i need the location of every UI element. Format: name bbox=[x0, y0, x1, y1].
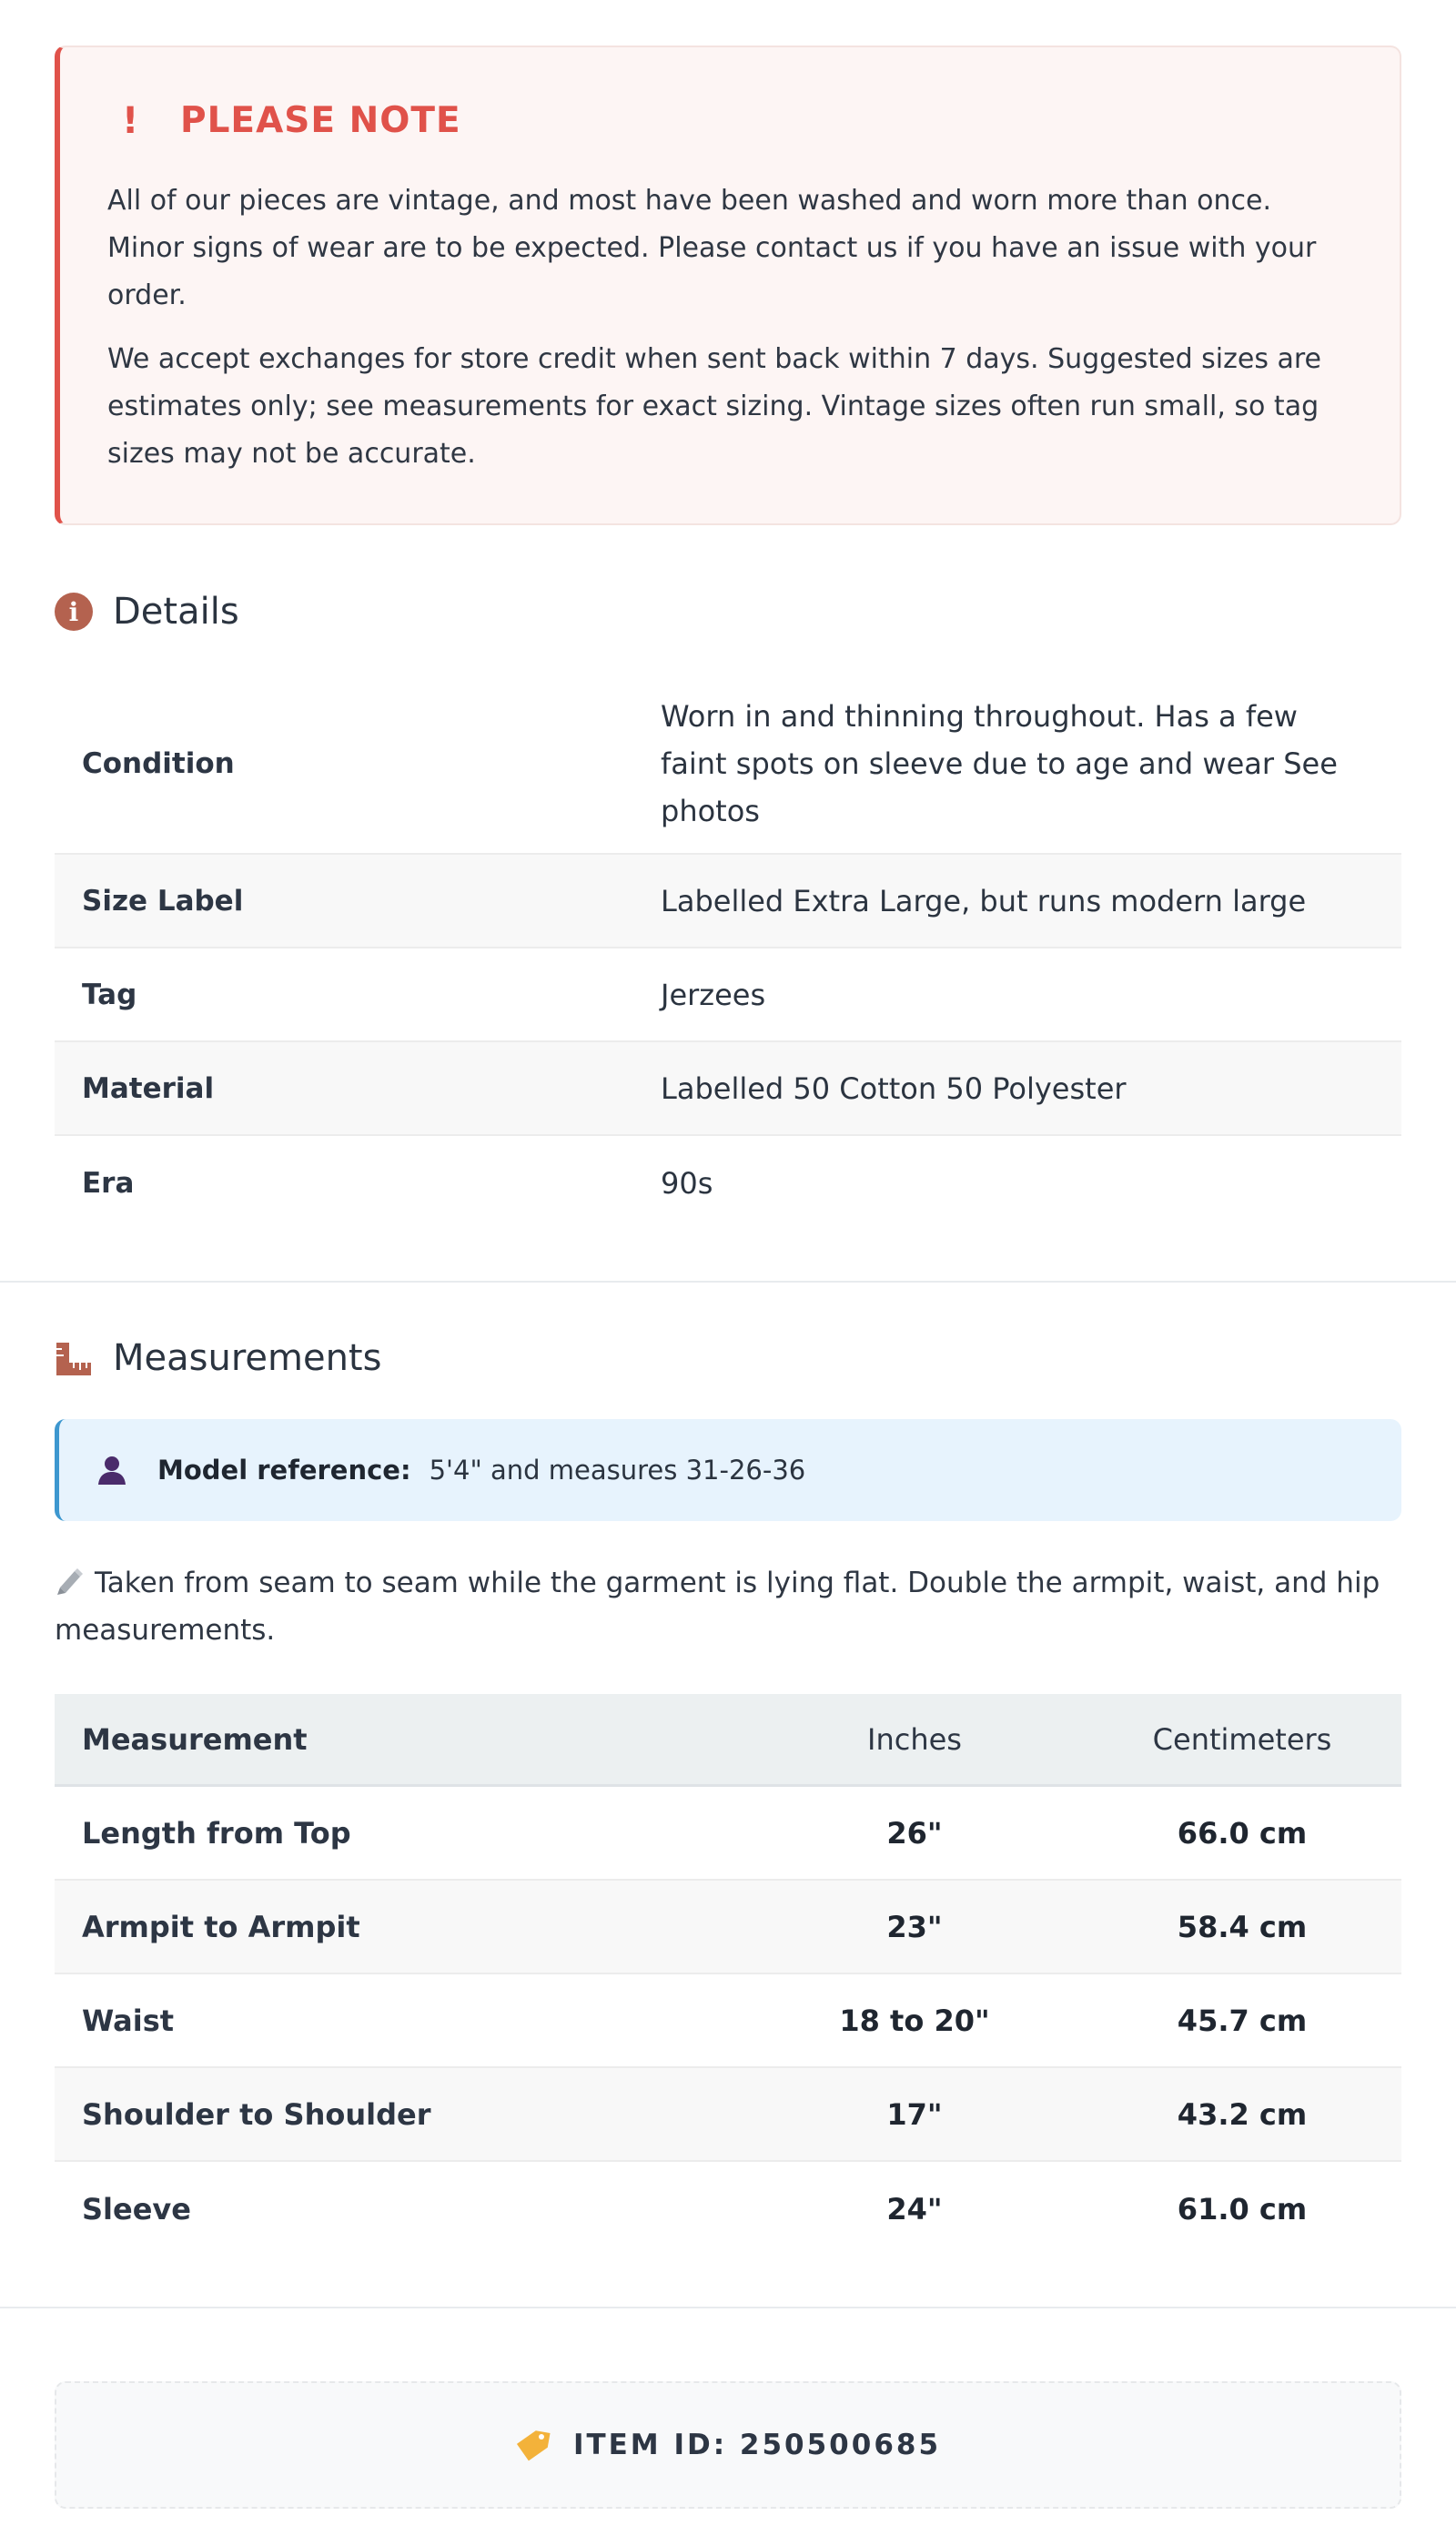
measurement-name: Sleeve bbox=[82, 2191, 191, 2227]
column-header-measurement: Measurement bbox=[82, 1721, 308, 1757]
item-id-label: ITEM ID: 250500685 bbox=[572, 2429, 942, 2461]
measurement-cm: 61.0 cm bbox=[1177, 2191, 1308, 2227]
measurement-name: Shoulder to Shoulder bbox=[82, 2096, 431, 2132]
details-row-condition bbox=[55, 675, 1401, 855]
notice-title: PLEASE NOTE bbox=[180, 100, 461, 141]
details-row-size-label bbox=[55, 855, 1401, 948]
measurement-cm: 66.0 cm bbox=[1177, 1815, 1308, 1851]
measurement-cm: 43.2 cm bbox=[1177, 2096, 1308, 2132]
details-title: Details bbox=[113, 591, 239, 633]
measurement-inches: 26" bbox=[886, 1815, 943, 1851]
notice-paragraph-1: All of our pieces are vintage, and most have been washed and worn more than once. Minor signs of wear are to be expected. Please contact us if you have an issue with your order. bbox=[107, 185, 1317, 311]
details-label: Tag bbox=[82, 978, 137, 1011]
details-value: Worn in and thinning throughout. Has a few faint spots on sleeve due to age and wear See photos bbox=[661, 699, 1338, 828]
measurement-note bbox=[55, 1559, 1401, 1654]
measurement-name: Armpit to Armpit bbox=[82, 1909, 360, 1944]
please-note-box bbox=[55, 46, 1401, 525]
section-divider bbox=[0, 2307, 1456, 2308]
measurements-table-header bbox=[55, 1694, 1401, 1787]
measurement-note-text: Taken from seam to seam while the garment is lying flat. Double the armpit, waist, and hip measurements. bbox=[55, 1567, 1380, 1647]
item-id-box bbox=[55, 2381, 1401, 2509]
measurement-cm: 58.4 cm bbox=[1177, 1909, 1308, 1944]
measurement-inches: 23" bbox=[886, 1909, 943, 1944]
column-header-centimeters: Centimeters bbox=[1152, 1721, 1332, 1757]
measurement-cm: 45.7 cm bbox=[1177, 2003, 1308, 2038]
measurement-name: Waist bbox=[82, 2003, 175, 2038]
measurements-table bbox=[55, 1694, 1401, 2256]
measurement-name: Length from Top bbox=[82, 1815, 351, 1851]
details-row-material bbox=[55, 1042, 1401, 1136]
details-label: Era bbox=[82, 1166, 135, 1200]
details-row-era bbox=[55, 1136, 1401, 1230]
ruler-icon bbox=[55, 1339, 93, 1377]
details-label: Material bbox=[82, 1071, 215, 1105]
measurement-inches: 24" bbox=[886, 2191, 943, 2227]
details-value: Labelled 50 Cotton 50 Polyester bbox=[661, 1070, 1127, 1106]
model-reference-box bbox=[55, 1419, 1401, 1521]
notice-paragraph-2: We accept exchanges for store credit when sent back within 7 days. Suggested sizes are estimates only; see measurements for exact sizing. Vintage sizes often run small, so tag sizes may not be accurate. bbox=[107, 343, 1322, 470]
measurement-inches: 17" bbox=[886, 2096, 943, 2132]
measurement-inches: 18 to 20" bbox=[839, 2003, 990, 2038]
column-header-inches: Inches bbox=[867, 1721, 962, 1757]
info-icon: i bbox=[55, 593, 93, 631]
section-divider bbox=[0, 1281, 1456, 1283]
details-value: Labelled Extra Large, but runs modern large bbox=[661, 883, 1307, 918]
details-label: Condition bbox=[82, 747, 235, 780]
details-value: 90s bbox=[661, 1165, 713, 1201]
details-table bbox=[55, 675, 1401, 1230]
model-reference-label: Model reference: bbox=[157, 1455, 411, 1486]
pencil-icon bbox=[55, 1566, 86, 1597]
table-row bbox=[55, 2068, 1401, 2162]
details-label: Size Label bbox=[82, 884, 244, 918]
measurements-title: Measurements bbox=[113, 1337, 382, 1379]
details-value: Jerzees bbox=[661, 977, 766, 1012]
details-heading bbox=[55, 591, 1401, 633]
tag-icon bbox=[515, 2427, 551, 2463]
person-icon bbox=[96, 1454, 128, 1486]
details-row-tag bbox=[55, 948, 1401, 1042]
exclamation-icon: ! bbox=[122, 99, 139, 142]
table-row bbox=[55, 1787, 1401, 1881]
measurements-heading bbox=[55, 1337, 1401, 1379]
model-reference-text: 5'4" and measures 31-26-36 bbox=[429, 1455, 806, 1486]
table-row bbox=[55, 2162, 1401, 2256]
notice-header bbox=[107, 100, 1350, 141]
table-row bbox=[55, 1881, 1401, 1974]
table-row bbox=[55, 1974, 1401, 2068]
